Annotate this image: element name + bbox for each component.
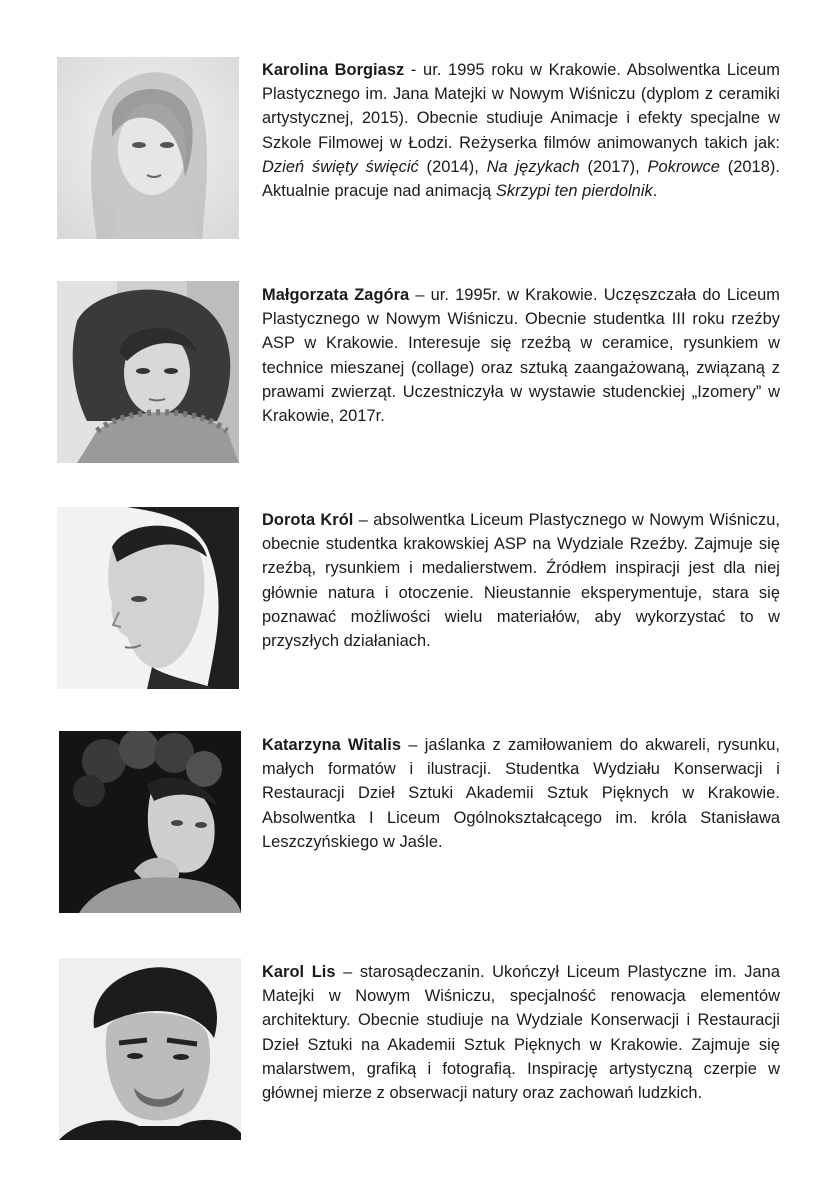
portrait-photo-3-icon: [57, 507, 239, 689]
bio-segment: – jaślanka z zamiłowaniem do akwareli, rysunku, małych formatów i ilustracji. Studentka Wydziału Konserwacji i Restauracji Dzieł Sztuki Akademii Sztuk Pięknych w Krakowie. Absolwentka I Liceum Ogólnokształcącego im. króla Stanisława Leszczyńskiego w Jaśle.: [262, 736, 780, 851]
bio-segment: – ur. 1995r. w Krakowie. Uczęszczała do Liceum Plastycznego w Nowym Wiśniczu. Obecnie studentka III roku rzeźby ASP w Krakowie. Interesuje się rzeźbą w ceramice, rysunkiem w technice mieszanej (collage) oraz sztuką zaangażowaną, związaną z prawami zwierząt. Uczestniczyła w wystawie studenckiej „Izomery” w Krakowie, 2017r.: [262, 286, 780, 426]
bio-text: [262, 508, 780, 653]
bio-segment: (2018). Aktualnie pracuje nad animacją: [262, 157, 781, 201]
bio-text: [262, 58, 780, 203]
film-title: Dzień święty święcić: [262, 157, 419, 176]
portrait-photo: [57, 507, 239, 689]
film-title: Skrzypi ten pierdolnik: [495, 182, 653, 201]
person-name: Dorota Król: [262, 511, 354, 529]
bio-segment: .: [652, 182, 658, 201]
portrait-photo-1-icon: [57, 57, 239, 239]
bio-segment: – starosądeczanin. Ukończył Liceum Plastyczne im. Jana Matejki w Nowym Wiśniczu, specjalność renowacja elementów architektury. Obecnie studiuje na Wydziale Konserwacji i Restauracji Dzieł Sztuki na Akademii Sztuk Pięknych w Krakowie. Zajmuje się malarstwem, grafiką i fotografią. Inspirację artystyczną czerpie w głównej mierze z obserwacji natury oraz zachowań ludzkich.: [262, 963, 780, 1103]
bio-text: [262, 733, 780, 854]
person-name: Małgorzata Zagóra: [262, 286, 410, 304]
bio-segment: (2014),: [418, 157, 487, 176]
portrait-photo: [59, 731, 241, 913]
bio-segment: - ur. 1995 roku w Krakowie. Absolwentka Liceum Plastycznego im. Jana Matejki w Nowym Wiśniczu (dyplom z ceramiki artystycznej, 2015). Obecnie studiuje Animacje i efekty specjalne w Szkole Filmowej w Łodzi. Reżyserka filmów animowanych takich jak:: [262, 61, 781, 152]
portrait-photo: [59, 958, 241, 1140]
portrait-photo-5-icon: [59, 958, 241, 1140]
bio-segment: (2017),: [579, 157, 648, 176]
portrait-photo: [57, 57, 239, 239]
portrait-photo-4-icon: [59, 731, 241, 913]
bio-segment: – absolwentka Liceum Plastycznego w Nowym Wiśniczu, obecnie studentka krakowskiej ASP na Wydziale Rzeźby. Zajmuje się rzeźbą, rysunkiem i medalierstwem. Źródłem inspiracji jest dla niej głównie natura i otoczenie. Nieustannie eksperymentuje, stara się poznawać możliwości wielu materiałów, aby wykorzystać to w przyszłych działaniach.: [262, 511, 780, 651]
bio-text: [262, 283, 780, 428]
person-name: Karolina Borgiasz: [262, 61, 405, 79]
person-name: Karol Lis: [262, 963, 336, 981]
portrait-photo-2-icon: [57, 281, 239, 463]
person-name: Katarzyna Witalis: [262, 736, 402, 754]
film-title: Na językach: [486, 157, 580, 176]
film-title: Pokrowce: [647, 157, 720, 176]
bio-text: [262, 960, 780, 1105]
portrait-photo: [57, 281, 239, 463]
